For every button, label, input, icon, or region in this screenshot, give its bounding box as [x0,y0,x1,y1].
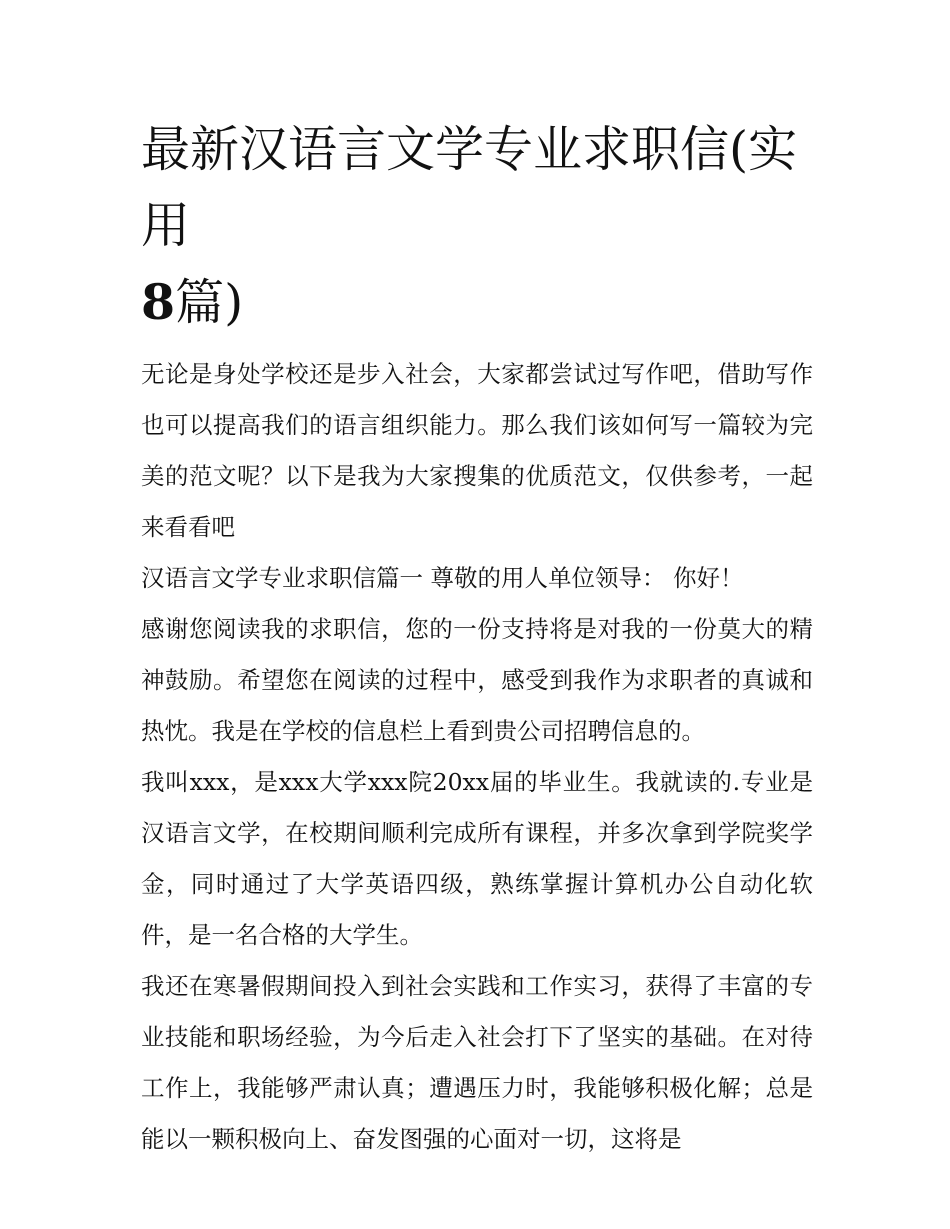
title-number: 8 [141,273,176,331]
body-paragraph: 感谢您阅读我的求职信，您的一份支持将是对我的一份莫大的精神鼓励。希望您在阅读的过程中，感受到我作为求职者的真诚和热忱。我是在学校的信息栏上看到贵公司招聘信息的。 [141,615,813,745]
body-paragraph: 我叫xxx，是xxx大学xxx院20xx届的毕业生。我就读的.专业是汉语言文学，在校期间顺利完成所有课程，并多次拿到学院奖学金，同时通过了大学英语四级，熟练掌握计算机办公自动化软件，是一名合格的大学生。 [141,768,813,949]
title-text: 最新汉语言文学专业求职信(实用 [141,121,798,254]
title-text-end: 篇) [175,274,244,331]
body-paragraph: 我还在寒暑假期间投入到社会实践和工作实习，获得了丰富的专业技能和职场经验，为今后走入社会打下了坚实的基础。在对待工作上，我能够严肃认真；遭遇压力时，我能够积极化解；总是能以一颗积极向上、奋发图强的心面对一切，这将是 [141,972,813,1153]
letter-heading-paragraph: 汉语言文学专业求职信篇一 尊敬的用人单位领导： 你好！ [141,564,744,592]
intro-paragraph: 无论是身处学校还是步入社会，大家都尝试过写作吧，借助写作也可以提高我们的语言组织能力。那么我们该如何写一篇较为完美的范文呢？以下是我为大家搜集的优质范文，仅供参考，一起来看看吧 [141,360,813,541]
document-page [141,112,813,1165]
document-title [141,112,813,341]
